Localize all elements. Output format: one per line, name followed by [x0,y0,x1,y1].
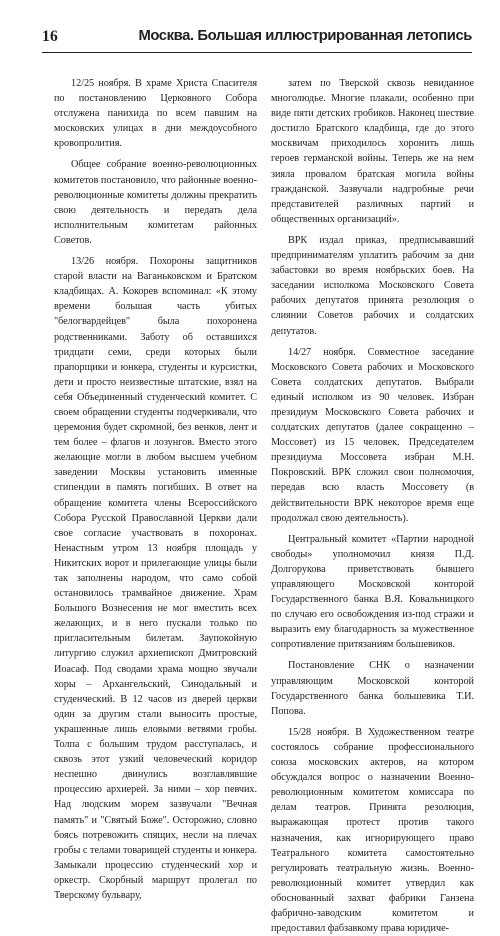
paragraph: Центральный комитет «Партии народной свободы» уполномочил князя П.Д. Долгорукова приветствовать бывшего управляющего Московской конторой Государственного банка В.Я. Ковальницкого по случаю его освобождения из-под стражи и выразить ему благодарность за мужественное сопротивление притязаниям большевиков. [271,533,474,651]
paragraph: 13/26 ноября. Похороны защитников старой власти на Ваганьковском и Братском кладбищах. А. Кокорев вспоминал: «К этому времени большая часть убитых "белогвардейцев" была похоронена родственниками. Заботу об оставшихся тридцати семи, среди которых были прапорщики и юнкера, студенты и курсистки, дети и просто неизвестные штатские, взял на себя Объединенный студенческий комитет. С своем обращении студенты подчеркивали, что церемония будет скромной, без венков, лент и тем более – флагов и лозунгов. Вместо этого желающие могли в любом высшем учебном заведении Москвы установить именные стипендии в память погибших. В ответ на обращение комитета члены Всероссийского Собора Русской Православной Церкви дали свое согласие участвовать в похоронах. Ненастным утром 13 ноября площадь у Никитских ворот и прилегающие улицы были так заполнены народом, что само собой остановилось трамвайное движение. Храм Большого Вознесения не мог вместить всех желающих, и в него пускали только по пригласительным билетам. Заупокойную литургию служил архиепископ Дмитровский Иоасаф. Под сводами храма мощно звучали хоры – Архангельский, Синодальный и студенческий. В 12 часов из дверей церкви один за другим стали выносить простые, украшенные лишь еловыми ветвями гробы. Толпа с большим трудом расступалась, и сквозь этот узкий человеческий коридор неспешно двинулись возглавлявшие процессию архиерей. За ними – хор певчих. Над людским морем зазвучали "Вечная память" и "Святый Боже". Осторожно, словно боясь потревожить спящих, несли на плечах гробы с телами товарищей студенты и юнкера. Замыкали процессию студенческий хор и оркестр. Скорбный маршрут пролегал по Тверскому бульвару, [54,256,257,901]
paragraph: 15/28 ноября. В Художественном театре состоялось собрание профессионального союза московских актеров, на котором обсуждался вопрос о назначении Военно-революционным комитетом комиссара по делам театров. Принята резолюция, выражающая протест против такого назначения, как игнорирующего право Театрального комитета самостоятельно регулировать театральную жизнь. Военно-революционный комитет утвердил как обоснованный захват фабрики Ганзена фабрично-заводским комитетом и предоставил фабзавкому права юридиче- [271,726,474,935]
right-column [271,76,474,936]
paragraph: 14/27 ноября. Совместное заседание Московского Совета рабочих и Московского Совета солдатских депутатов. Выбрали единый исполком из 90 человек. Избран президиум Московского Совета рабочих и солдатских депутатов (далее сокращенно – Моссовет) из 15 человек. Председателем президиума Моссовета избран М.Н. Покровский. ВРК сложил свои полномочия, передав всю власть Моссовету (в действительности ВРК некоторое время еще продолжал свою деятельность). [271,346,474,524]
left-column [54,76,257,903]
page-header [42,26,472,53]
paragraph: Общее собрание военно-революционных комитетов постановило, что районные военно-революционные комитеты должны прекратить свою деятельность и передать дела исполнительным комитетам районных Советов. [54,159,257,246]
paragraph: затем по Тверской сквозь невиданное многолюдье. Многие плакали, особенно при виде пяти детских гробиков. Наконец шествие достигло Братского кладбища, где до этого москвичам приходилось хоронить лишь героев германской войны. Теперь же на нем зияла провалом братская могила войны гражданской. Зазвучали надгробные речи представителей различных партий и общественных организаций». [271,78,474,225]
paragraph: 12/25 ноября. В храме Христа Спасителя по постановлению Церковного Собора отслужена панихида по всем павшим на московских улицах в дни междоусобного кровопролития. [54,78,257,150]
paragraph: Постановление СНК о назначении управляющим Московской конторой Государственного банка большевика Т.И. Попова. [271,660,474,717]
paragraph: ВРК издал приказ, предписывавший предпринимателям уплатить рабочим за дни забастовки во время ноябрьских боев. На заседании исполкома Московского Совета рабочих депутатов принята резолюция о слиянии Советов рабочих и солдатских депутатов. [271,234,474,337]
running-title: Москва. Большая иллюстрированная летопись [138,28,472,44]
page-number: 16 [42,28,58,45]
